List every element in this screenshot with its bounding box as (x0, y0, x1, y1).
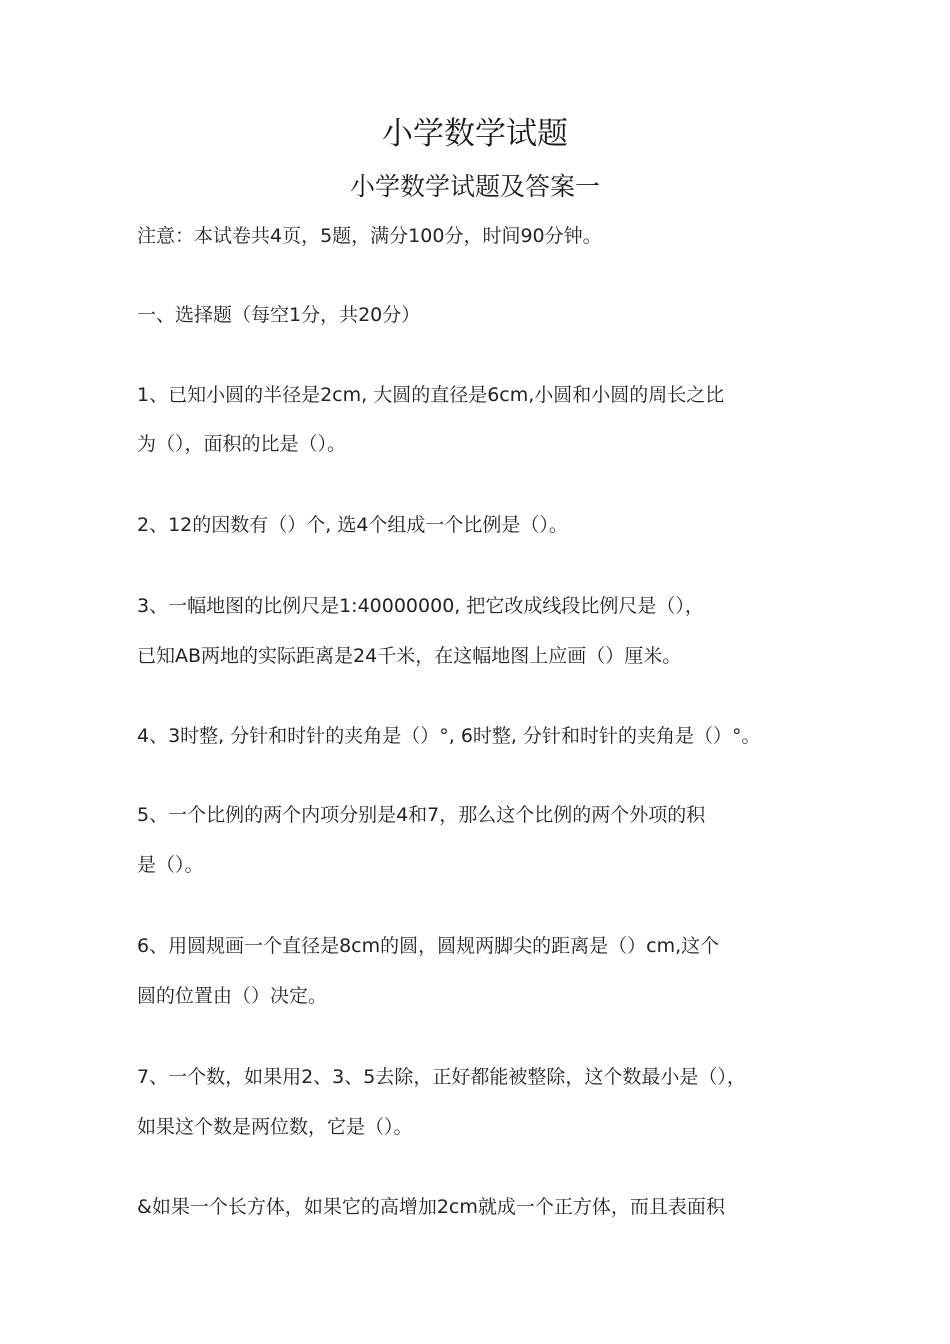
question-2-line-1: 2、12的因数有（）个, 选4个组成一个比例是（）。 (137, 514, 568, 536)
question-7-line-1: 7、一个数，如果用2、3、5去除，正好都能被整除，这个数最小是（）， (137, 1066, 746, 1088)
page-title: 小学数学试题 (382, 116, 568, 152)
question-5-line-2: 是（）。 (137, 854, 204, 876)
question-6-line-2: 圆的位置由（）决定。 (137, 985, 328, 1007)
page-subtitle: 小学数学试题及答案一 (349, 172, 600, 201)
question-1-line-2: 为（），面积的比是（）。 (137, 433, 347, 455)
section-heading-choice: 一、选择题（每空1分，共20分） (137, 304, 421, 326)
question-3-line-2: 已知AB两地的实际距离是24千米，在这幅地图上应画（）厘米。 (137, 645, 682, 667)
question-6-line-1: 6、用圆规画一个直径是8cm的圆，圆规两脚尖的距离是（）cm,这个 (137, 935, 720, 957)
question-8-line-1: &如果一个长方体，如果它的高增加2cm就成一个正方体，而且表面积 (137, 1196, 725, 1218)
question-4-line-1: 4、3时整, 分针和时针的夹角是（）°, 6时整, 分针和时针的夹角是（）°。 (137, 725, 761, 747)
question-5-line-1: 5、一个比例的两个内项分别是4和7，那么这个比例的两个外项的积 (137, 804, 706, 826)
question-7-line-2: 如果这个数是两位数，它是（）。 (137, 1116, 413, 1138)
question-1-line-1: 1、已知小圆的半径是2cm, 大圆的直径是6cm,小圆和小圆的周长之比 (137, 384, 725, 406)
question-3-line-1: 3、一幅地图的比例尺是1:40000000, 把它改成线段比例尺是（）， (137, 595, 704, 617)
exam-notice: 注意：本试卷共4页，5题，满分100分，时间90分钟。 (137, 225, 602, 247)
